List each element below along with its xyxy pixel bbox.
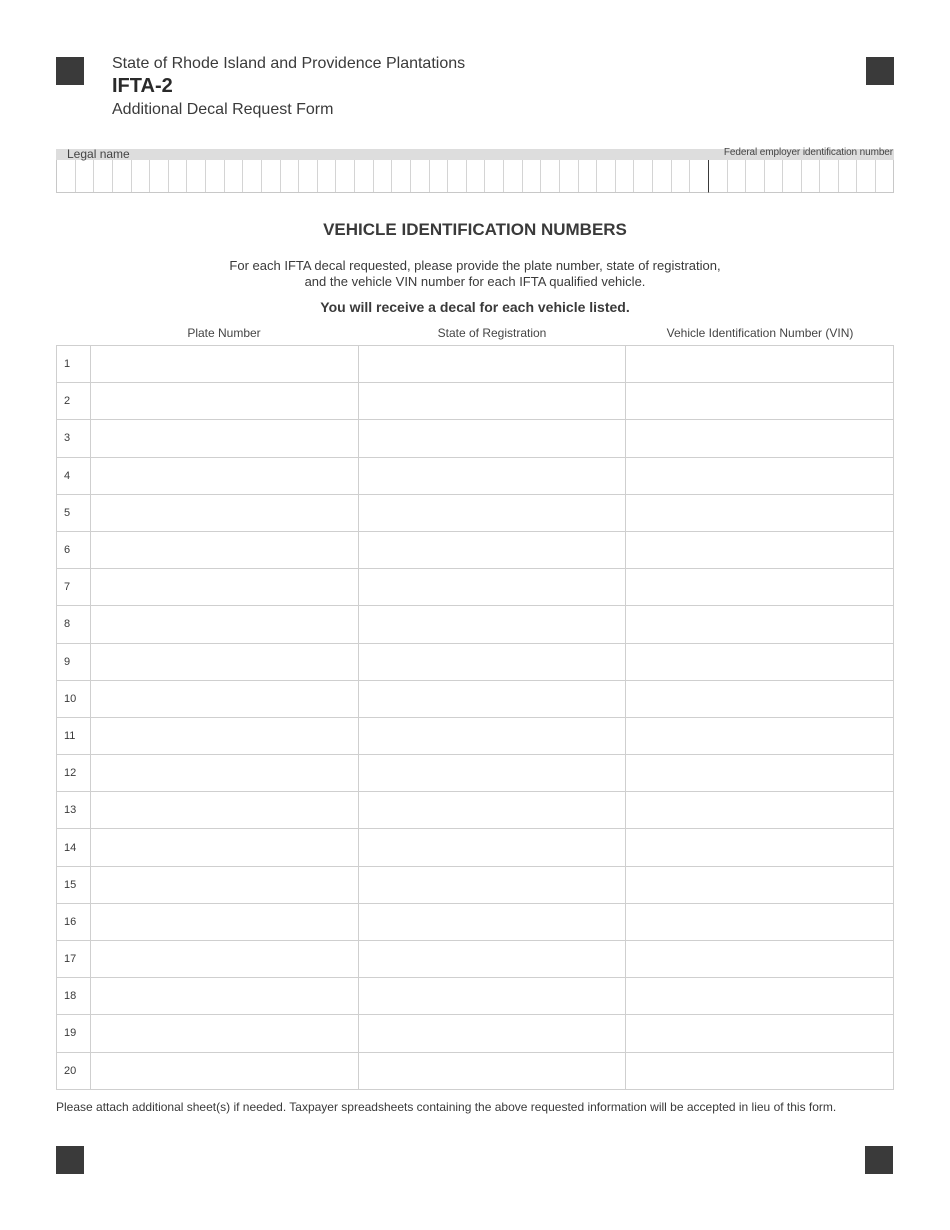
comb-cell (93, 160, 112, 192)
row-number: 10 (57, 681, 91, 718)
comb-cell (261, 160, 280, 192)
comb-cell (782, 160, 801, 192)
comb-cell (578, 160, 597, 192)
plate-number-field[interactable] (91, 718, 359, 755)
state-of-registration-field[interactable] (359, 978, 627, 1015)
plate-number-field[interactable] (91, 792, 359, 829)
column-header-vin: Vehicle Identification Number (VIN) (666, 326, 854, 340)
table-row (57, 569, 894, 606)
state-of-registration-field[interactable] (359, 420, 627, 457)
comb-cell (373, 160, 392, 192)
vin-field[interactable] (626, 383, 894, 420)
comb-cell (186, 160, 205, 192)
comb-cell (689, 160, 708, 192)
state-of-registration-field[interactable] (359, 644, 627, 681)
plate-number-field[interactable] (91, 532, 359, 569)
vin-field[interactable] (626, 458, 894, 495)
state-of-registration-field[interactable] (359, 495, 627, 532)
comb-cell (354, 160, 373, 192)
comb-cell (652, 160, 671, 192)
vin-field[interactable] (626, 420, 894, 457)
comb-cell (224, 160, 243, 192)
fein-field[interactable] (708, 160, 894, 193)
registration-mark-top-left (56, 57, 84, 85)
comb-cell (764, 160, 783, 192)
comb-cell (727, 160, 746, 192)
comb-cell (615, 160, 634, 192)
footnote: Please attach additional sheet(s) if needed. Taxpayer spreadsheets containing the above requested information will be accepted in lieu of this form. (56, 1100, 837, 1114)
comb-cell (709, 160, 727, 192)
legal-name-field[interactable] (56, 160, 708, 193)
row-number: 7 (57, 569, 91, 606)
table-row (57, 867, 894, 904)
table-row (57, 532, 894, 569)
plate-number-field[interactable] (91, 606, 359, 643)
plate-number-field[interactable] (91, 755, 359, 792)
comb-cell (168, 160, 187, 192)
column-header-state: State of Registration (437, 326, 547, 340)
vin-field[interactable] (626, 1015, 894, 1052)
vin-field[interactable] (626, 941, 894, 978)
table-row (57, 681, 894, 718)
table-row (57, 644, 894, 681)
vin-field[interactable] (626, 1053, 894, 1090)
state-of-registration-field[interactable] (359, 346, 627, 383)
vin-field[interactable] (626, 346, 894, 383)
row-number: 11 (57, 718, 91, 755)
registration-mark-bottom-left (56, 1146, 84, 1174)
table-row (57, 495, 894, 532)
comb-cell (838, 160, 857, 192)
vin-field[interactable] (626, 978, 894, 1015)
decal-notice: You will receive a decal for each vehicle listed. (320, 299, 630, 315)
instruction-line-2: and the vehicle VIN number for each IFTA qualified vehicle. (304, 274, 646, 289)
comb-cell (819, 160, 838, 192)
table-row (57, 829, 894, 866)
state-of-registration-field[interactable] (359, 718, 627, 755)
row-number: 9 (57, 644, 91, 681)
state-of-registration-field[interactable] (359, 383, 627, 420)
vin-field[interactable] (626, 644, 894, 681)
table-row (57, 941, 894, 978)
comb-cell (466, 160, 485, 192)
comb-cell (335, 160, 354, 192)
vin-field[interactable] (626, 606, 894, 643)
comb-cell (149, 160, 168, 192)
section-title: VEHICLE IDENTIFICATION NUMBERS (323, 220, 627, 239)
plate-number-field[interactable] (91, 1053, 359, 1090)
plate-number-field[interactable] (91, 681, 359, 718)
comb-cell (112, 160, 131, 192)
vin-field[interactable] (626, 792, 894, 829)
plate-number-field[interactable] (91, 867, 359, 904)
vin-field[interactable] (626, 904, 894, 941)
comb-cell (429, 160, 448, 192)
column-header-plate: Plate Number (187, 326, 261, 340)
fein-label: Federal employer identification number (723, 147, 893, 158)
comb-cell (447, 160, 466, 192)
state-of-registration-field[interactable] (359, 681, 627, 718)
form-header (112, 54, 465, 121)
comb-cell (131, 160, 150, 192)
table-row (57, 346, 894, 383)
table-row (57, 792, 894, 829)
vin-field[interactable] (626, 867, 894, 904)
comb-cell (596, 160, 615, 192)
state-of-registration-field[interactable] (359, 867, 627, 904)
comb-cell (540, 160, 559, 192)
plate-number-field[interactable] (91, 941, 359, 978)
legal-name-label: Legal name (67, 147, 130, 161)
table-row (57, 1015, 894, 1052)
plate-number-field[interactable] (91, 458, 359, 495)
comb-cell (856, 160, 875, 192)
vin-field[interactable] (626, 495, 894, 532)
vehicle-table (56, 345, 894, 1090)
state-of-registration-field[interactable] (359, 755, 627, 792)
vin-field[interactable] (626, 718, 894, 755)
state-of-registration-field[interactable] (359, 829, 627, 866)
comb-cell (298, 160, 317, 192)
state-of-registration-field[interactable] (359, 941, 627, 978)
table-row (57, 718, 894, 755)
row-number: 2 (57, 383, 91, 420)
row-number: 13 (57, 792, 91, 829)
plate-number-field[interactable] (91, 904, 359, 941)
state-of-registration-field[interactable] (359, 606, 627, 643)
vin-field[interactable] (626, 532, 894, 569)
plate-number-field[interactable] (91, 346, 359, 383)
plate-number-field[interactable] (91, 978, 359, 1015)
plate-number-field[interactable] (91, 420, 359, 457)
row-number: 20 (57, 1053, 91, 1090)
state-of-registration-field[interactable] (359, 532, 627, 569)
row-number: 6 (57, 532, 91, 569)
row-number: 8 (57, 606, 91, 643)
vin-field[interactable] (626, 569, 894, 606)
comb-cell (671, 160, 690, 192)
comb-cell (875, 160, 894, 192)
instructions (0, 258, 950, 290)
comb-cell (745, 160, 764, 192)
state-of-registration-field[interactable] (359, 458, 627, 495)
plate-number-field[interactable] (91, 829, 359, 866)
table-row (57, 420, 894, 457)
plate-number-field[interactable] (91, 383, 359, 420)
state-name: State of Rhode Island and Providence Plantations (112, 55, 466, 72)
plate-number-field[interactable] (91, 644, 359, 681)
row-number: 5 (57, 495, 91, 532)
comb-cell (75, 160, 94, 192)
table-row (57, 606, 894, 643)
row-number: 17 (57, 941, 91, 978)
vin-field[interactable] (626, 755, 894, 792)
plate-number-field[interactable] (91, 569, 359, 606)
comb-cell (391, 160, 410, 192)
vin-field[interactable] (626, 829, 894, 866)
comb-cell (410, 160, 429, 192)
table-row (57, 978, 894, 1015)
state-of-registration-field[interactable] (359, 1015, 627, 1052)
comb-cell (801, 160, 820, 192)
row-number: 19 (57, 1015, 91, 1052)
plate-number-field[interactable] (91, 495, 359, 532)
table-row (57, 1053, 894, 1090)
comb-cell (522, 160, 541, 192)
row-number: 15 (57, 867, 91, 904)
row-number: 18 (57, 978, 91, 1015)
comb-cell (242, 160, 261, 192)
state-of-registration-field[interactable] (359, 792, 627, 829)
table-row (57, 383, 894, 420)
row-number: 16 (57, 904, 91, 941)
comb-cell (503, 160, 522, 192)
registration-mark-top-right (866, 57, 894, 85)
table-row (57, 904, 894, 941)
plate-number-field[interactable] (91, 1015, 359, 1052)
row-number: 12 (57, 755, 91, 792)
comb-cell (57, 160, 75, 192)
state-of-registration-field[interactable] (359, 569, 627, 606)
comb-cell (484, 160, 503, 192)
comb-cell (317, 160, 336, 192)
comb-cell (205, 160, 224, 192)
table-row (57, 458, 894, 495)
form-id: IFTA-2 (112, 75, 173, 97)
row-number: 4 (57, 458, 91, 495)
row-number: 14 (57, 829, 91, 866)
vin-field[interactable] (626, 681, 894, 718)
table-row (57, 755, 894, 792)
row-number: 1 (57, 346, 91, 383)
comb-cell (559, 160, 578, 192)
form-title: Additional Decal Request Form (112, 101, 334, 118)
comb-cell (280, 160, 299, 192)
instruction-line-1: For each IFTA decal requested, please provide the plate number, state of registration, (229, 258, 721, 273)
registration-mark-bottom-right (865, 1146, 893, 1174)
state-of-registration-field[interactable] (359, 1053, 627, 1090)
row-number: 3 (57, 420, 91, 457)
comb-cell (633, 160, 652, 192)
state-of-registration-field[interactable] (359, 904, 627, 941)
